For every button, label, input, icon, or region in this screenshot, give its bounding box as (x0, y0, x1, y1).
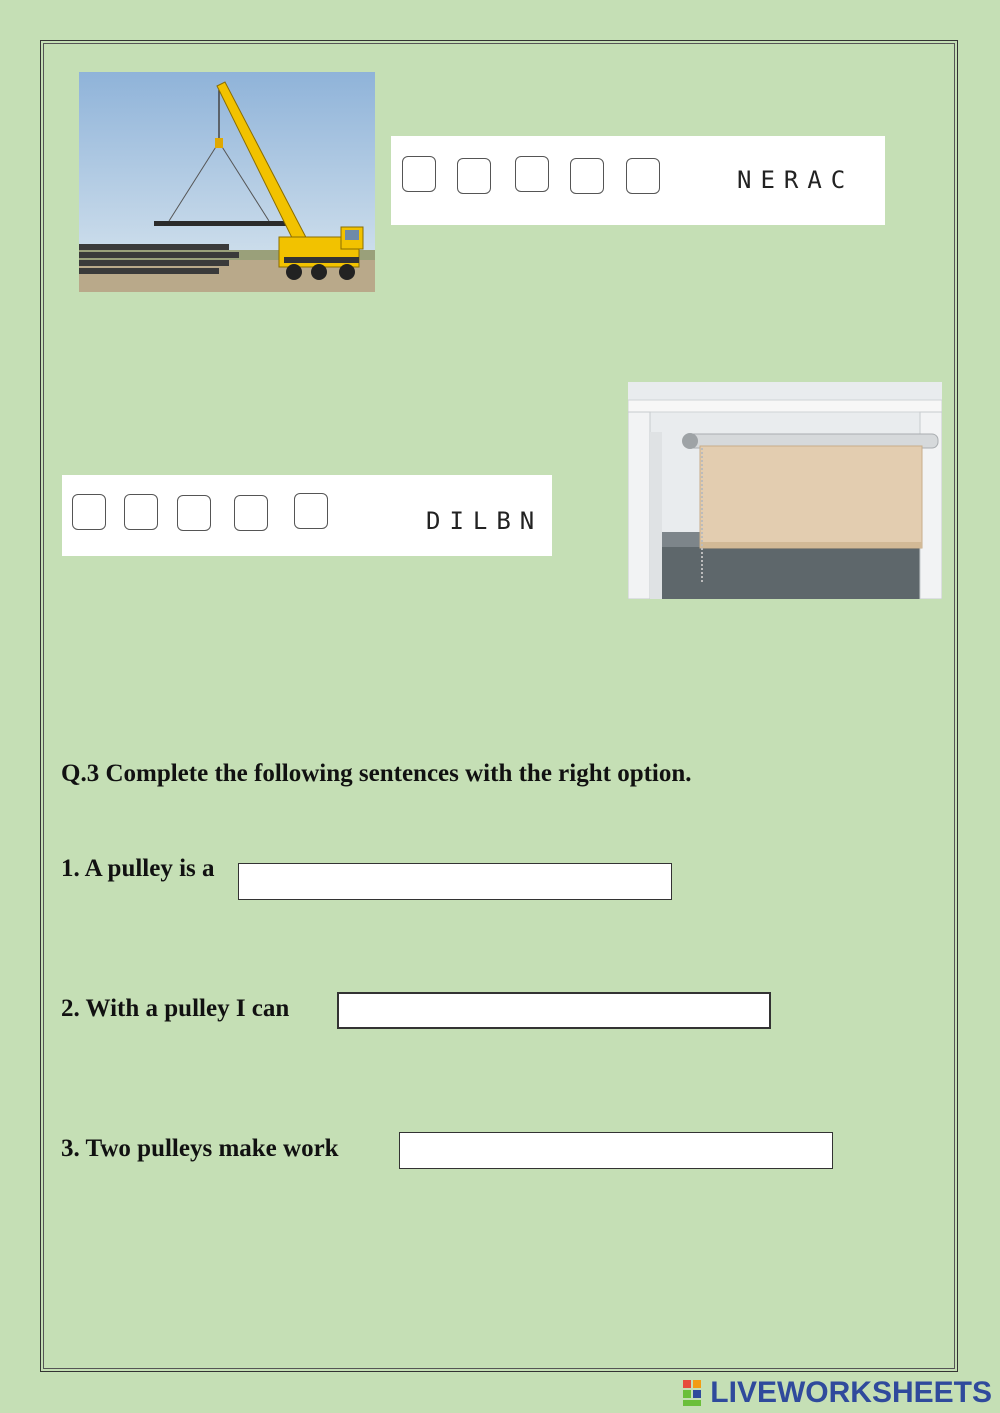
crane-image (79, 72, 375, 292)
scrambled-letters: NERAC (737, 166, 855, 194)
liveworksheets-icon (682, 1378, 708, 1408)
liveworksheets-logo[interactable] (682, 1376, 992, 1410)
letter-box-3[interactable] (515, 156, 549, 192)
answer-input-3[interactable] (399, 1132, 833, 1169)
roller-blind-image (628, 382, 942, 599)
scrambled-letters: DILBN (426, 507, 544, 535)
answer-input-2[interactable] (337, 992, 771, 1029)
sentence-1: 1. A pulley is a (61, 855, 215, 882)
blind-word-scramble (62, 475, 552, 556)
letter-box-3[interactable] (177, 495, 211, 531)
sentence-2: 2. With a pulley I can (61, 995, 290, 1022)
sentence-3: 3. Two pulleys make work (61, 1135, 339, 1162)
letter-box-4[interactable] (570, 158, 604, 194)
crane-word-scramble (391, 136, 885, 225)
letter-box-5[interactable] (294, 493, 328, 529)
letter-box-1[interactable] (402, 156, 436, 192)
letter-box-1[interactable] (72, 494, 106, 530)
brand-name: LIVEWORKSHEETS (710, 1376, 992, 1409)
question-heading: Q.3 Complete the following sentences with the right option. (61, 760, 692, 787)
answer-input-1[interactable] (238, 863, 672, 900)
letter-box-2[interactable] (457, 158, 491, 194)
letter-box-4[interactable] (234, 495, 268, 531)
letter-box-5[interactable] (626, 158, 660, 194)
letter-box-2[interactable] (124, 494, 158, 530)
